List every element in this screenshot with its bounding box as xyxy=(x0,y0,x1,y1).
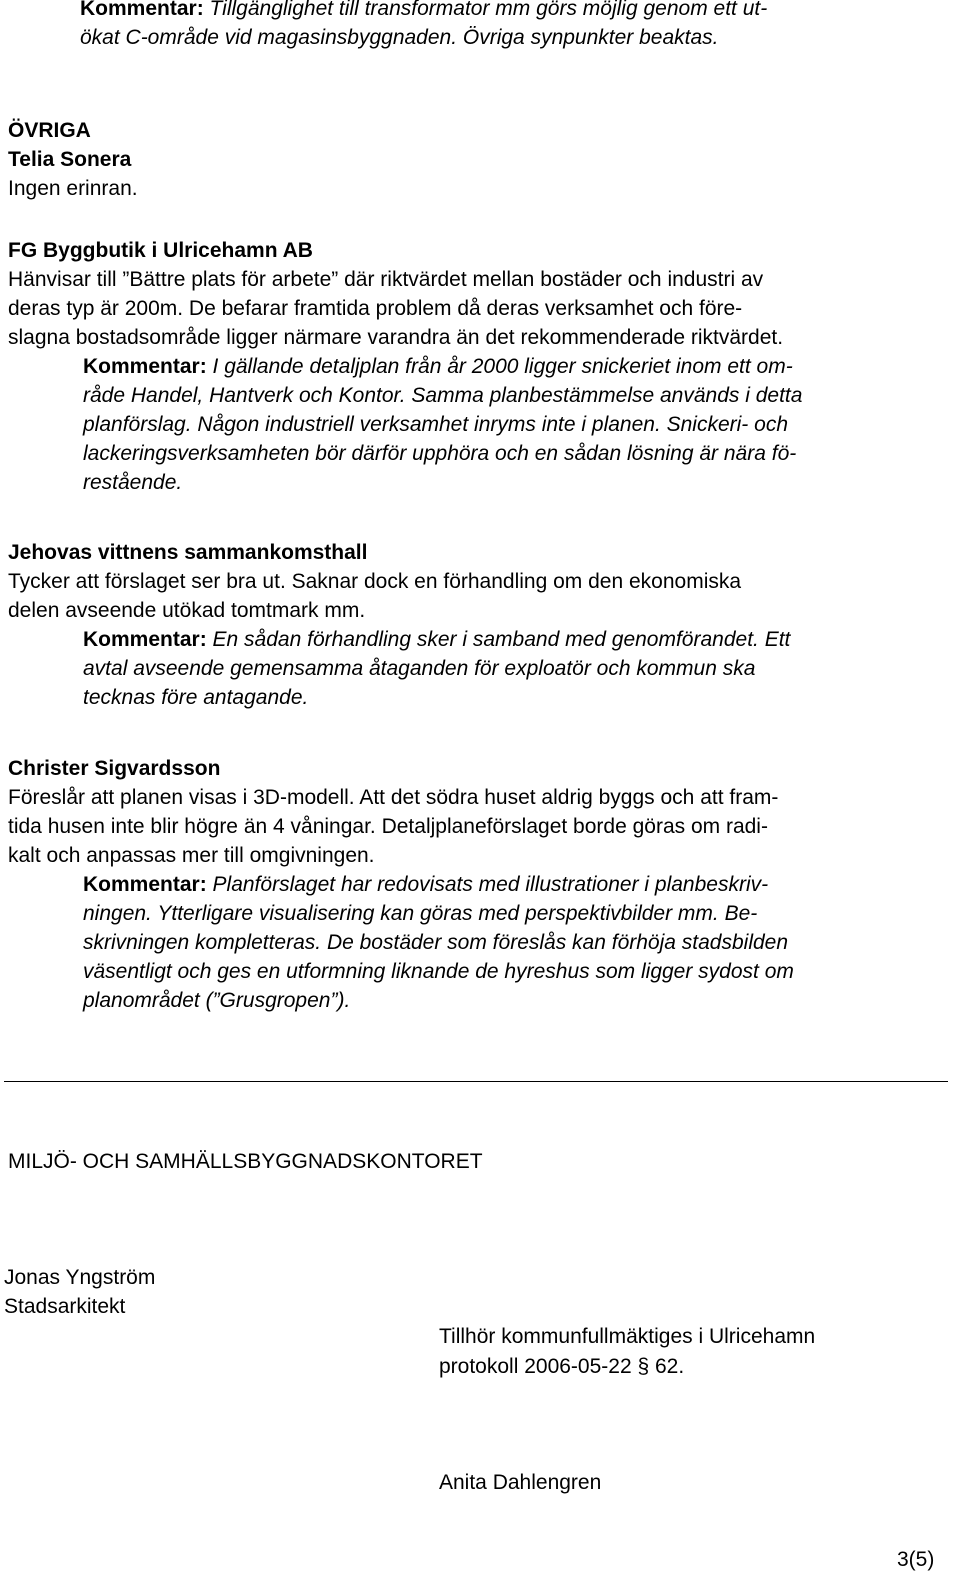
party-statement-line: Tycker att förslaget ser bra ut. Saknar dock en förhandling om den ekonomiska xyxy=(8,570,742,593)
party-statement: Ingen erinran. xyxy=(8,177,138,200)
top-comment xyxy=(80,0,767,52)
section-jehovas-vittnen xyxy=(8,538,790,712)
protocol-line: protokoll 2006-05-22 § 62. xyxy=(439,1355,685,1378)
kommentar-text: lackeringsverksamheten bör därför upphöra och en sådan lösning är nära fö- xyxy=(83,442,797,465)
section-christer-sigvardsson xyxy=(8,754,794,1015)
kommentar-label: Kommentar: xyxy=(83,873,207,896)
party-statement-line: Föreslår att planen visas i 3D-modell. Att det södra huset aldrig byggs och att fram- xyxy=(8,786,779,809)
kommentar-text: planområdet (”Grusgropen”). xyxy=(83,989,351,1012)
party-name: FG Byggbutik i Ulricehamn AB xyxy=(8,239,313,262)
party-statement-line: Hänvisar till ”Bättre plats för arbete” där riktvärdet mellan bostäder och industri av xyxy=(8,268,764,291)
party-statement-line: delen avseende utökad tomtmark mm. xyxy=(8,599,366,622)
page-number: 3(5) xyxy=(897,1548,935,1571)
section-ovriga xyxy=(8,116,138,203)
signer-name: Jonas Yngström xyxy=(4,1266,156,1289)
second-signer-name: Anita Dahlengren xyxy=(439,1471,602,1494)
divider xyxy=(4,1081,948,1082)
party-name: Christer Sigvardsson xyxy=(8,757,221,780)
section-fg-byggbutik xyxy=(8,236,802,497)
kommentar-text: avtal avseende gemensamma åtaganden för exploatör och kommun ska xyxy=(83,657,756,680)
signer-title: Stadsarkitekt xyxy=(4,1295,126,1318)
kommentar-text: väsentligt och ges en utformning liknande de hyreshus som ligger sydost om xyxy=(83,960,794,983)
kommentar-text: En sådan förhandling sker i samband med genomförandet. Ett xyxy=(212,628,791,651)
kommentar-text: ökat C-område vid magasinsbyggnaden. Övriga synpunkter beaktas. xyxy=(80,26,719,49)
section-heading: ÖVRIGA xyxy=(8,119,91,142)
kommentar-text: tecknas före antagande. xyxy=(83,686,309,709)
kommentar-text: Planförslaget har redovisats med illustrationer i planbeskriv- xyxy=(212,873,769,896)
kommentar-label: Kommentar: xyxy=(83,628,207,651)
kommentar-text: restående. xyxy=(83,471,183,494)
party-statement-line: deras typ är 200m. De befarar framtida problem då deras verksamhet och före- xyxy=(8,297,743,320)
party-name: Jehovas vittnens sammankomsthall xyxy=(8,541,368,564)
kommentar-text: I gällande detaljplan från år 2000 ligger snickeriet inom ett om- xyxy=(212,355,793,378)
kommentar-text: ningen. Ytterligare visualisering kan göras med perspektivbilder mm. Be- xyxy=(83,902,758,925)
party-statement-line: tida husen inte blir högre än 4 våningar. Detaljplaneförslaget borde göras om radi- xyxy=(8,815,768,838)
kommentar-text: skrivningen kompletteras. De bostäder som föreslås kan förhöja stadsbilden xyxy=(83,931,789,954)
party-statement-line: slagna bostadsområde ligger närmare varandra än det rekommenderade riktvärdet. xyxy=(8,326,784,349)
protocol-line: Tillhör kommunfullmäktiges i Ulricehamn xyxy=(439,1325,816,1348)
kommentar-label: Kommentar: xyxy=(80,0,204,20)
office-name: MILJÖ- OCH SAMHÄLLSBYGGNADSKONTORET xyxy=(8,1150,483,1173)
kommentar-text: råde Handel, Hantverk och Kontor. Samma planbestämmelse används i detta xyxy=(83,384,803,407)
kommentar-label: Kommentar: xyxy=(83,355,207,378)
kommentar-text: planförslag. Någon industriell verksamhet inryms inte i planen. Snickeri- och xyxy=(83,413,788,436)
kommentar-text: Tillgänglighet till transformator mm görs möjlig genom ett ut- xyxy=(209,0,768,20)
party-name: Telia Sonera xyxy=(8,148,132,171)
party-statement-line: kalt och anpassas mer till omgivningen. xyxy=(8,844,375,867)
